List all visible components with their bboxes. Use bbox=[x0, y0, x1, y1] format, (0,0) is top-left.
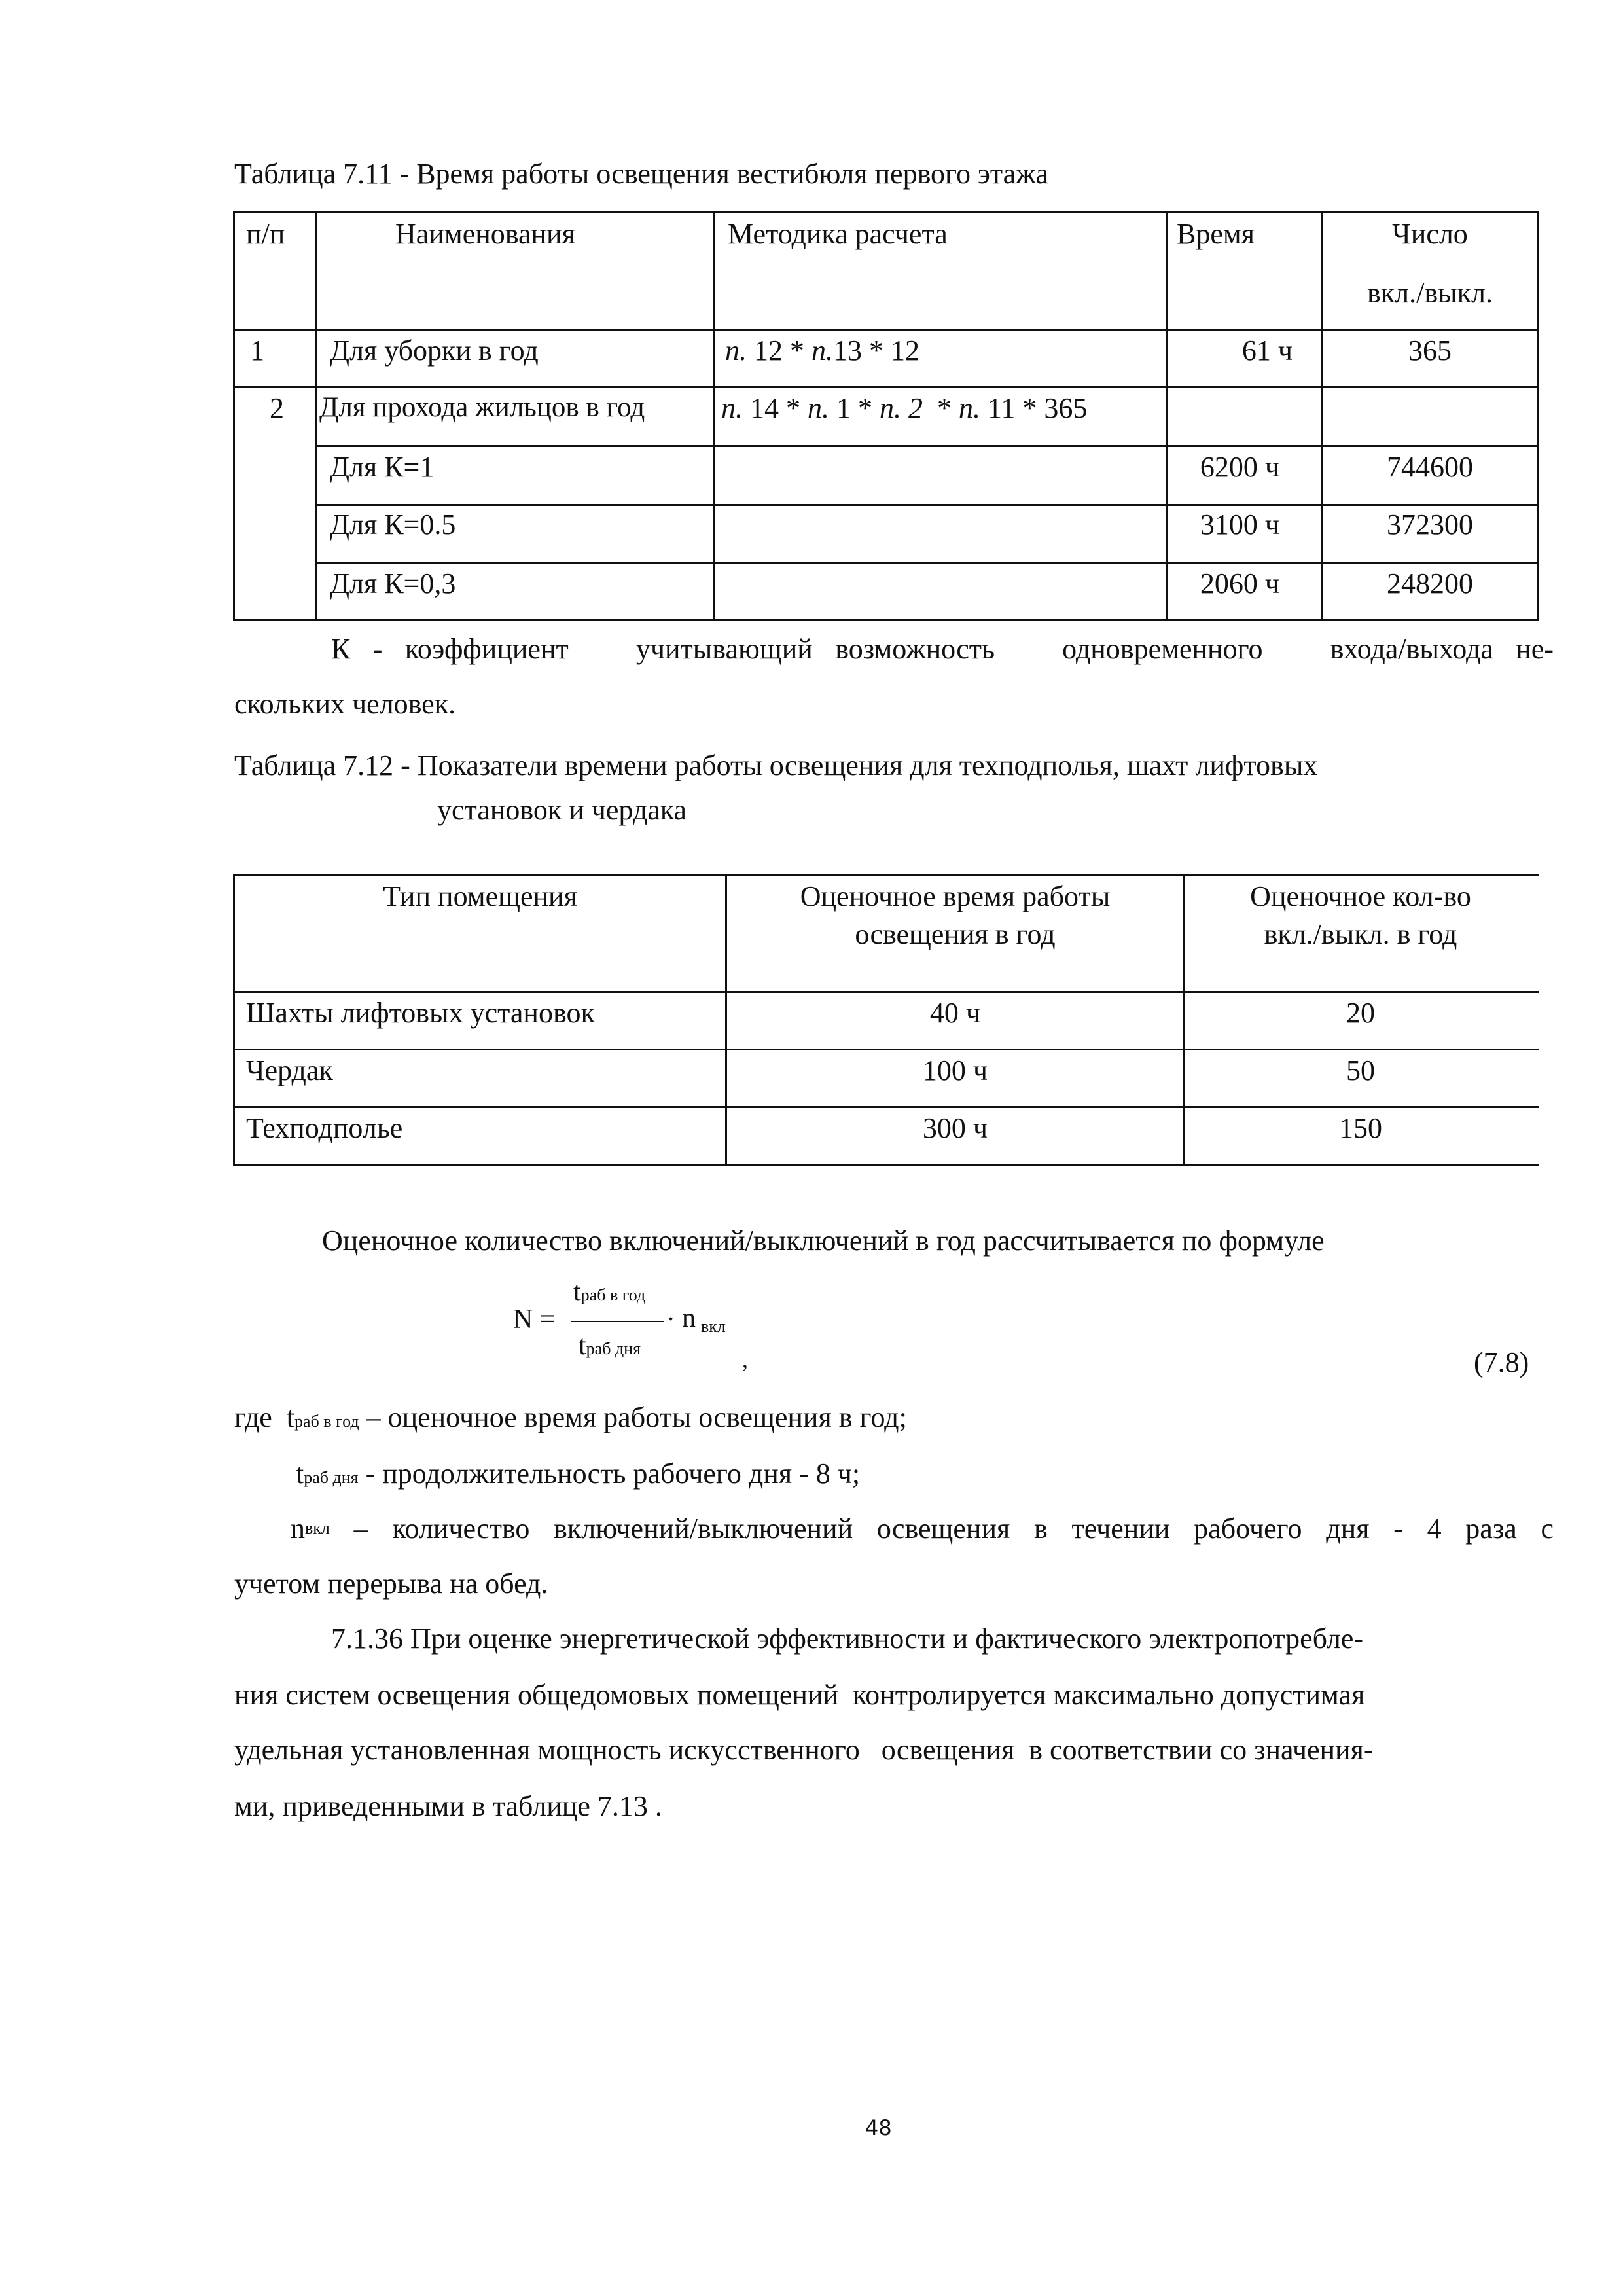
table1-header-count-unit: вкл./выкл. bbox=[1366, 277, 1493, 309]
formula-numerator: tраб в год bbox=[573, 1277, 646, 1307]
k-note-line2: скольких человек. bbox=[234, 688, 456, 720]
table1-row1-time: 61 ч bbox=[1241, 334, 1293, 367]
paragraph-line4: ми, приведенными в таблице 7.13 . bbox=[234, 1790, 662, 1822]
table1-row1-name: Для уборки в год bbox=[330, 334, 539, 367]
formula-fraction-bar bbox=[571, 1321, 664, 1322]
table1-row2-method: п. 14 * п. 1 * п. 2 * п. 11 * 365 bbox=[721, 392, 1088, 424]
table1-header-time: Время bbox=[1177, 218, 1255, 250]
table1-row3-count: 744600 bbox=[1387, 451, 1473, 483]
where-line3: n вкл – количество включений/выключений освещения в течении рабочего дня - 4 раза с bbox=[291, 1513, 1554, 1545]
table1-row3-time: 6200 ч bbox=[1200, 451, 1279, 483]
formula-n: nвкл bbox=[682, 1303, 726, 1336]
k-note-line1: К - коэффициент учитывающий возможность одновременного входа/выхода не- bbox=[331, 633, 1554, 665]
table1-row4-count: 372300 bbox=[1387, 509, 1473, 541]
table2-row3-count: 150 bbox=[1339, 1112, 1382, 1144]
table1-row4-time: 3100 ч bbox=[1200, 509, 1279, 541]
table1-header-method: Методика расчета bbox=[728, 218, 948, 250]
table2-header-time: Оценочное время работы bbox=[800, 880, 1111, 912]
table1-row1-method: п. 12 * п.13 * 12 bbox=[725, 334, 919, 367]
table1-header-num: п/п bbox=[246, 218, 285, 250]
table2-row1-time: 40 ч bbox=[929, 997, 981, 1029]
formula-comma: , bbox=[742, 1346, 748, 1372]
table1-header-name: Наименования bbox=[395, 218, 575, 250]
table1-row5-count: 248200 bbox=[1387, 567, 1473, 600]
table1-row5-name: Для К=0,3 bbox=[330, 567, 456, 600]
table1-row1-num: 1 bbox=[250, 334, 264, 367]
page-number: 48 bbox=[865, 2115, 892, 2140]
formula-denominator: tраб дня bbox=[579, 1331, 641, 1361]
table2-caption: Таблица 7.12 - Показатели времени работы освещения для техподполья, шахт лифтовых bbox=[234, 749, 1318, 781]
paragraph-line3: удельная установленная мощность искусственного освещения в соответствии со значения- bbox=[234, 1734, 1374, 1766]
table1-row4-name: Для К=0.5 bbox=[330, 509, 456, 541]
table2-row2-type: Чердак bbox=[246, 1054, 333, 1086]
formula-dot: · bbox=[666, 1304, 675, 1335]
table1-row2-name: Для прохода жильцов в год bbox=[319, 392, 645, 423]
table1-row3-name: Для К=1 bbox=[330, 451, 435, 483]
table2-header-type: Тип помещения bbox=[383, 880, 577, 912]
table2-caption-continued: установок и чердака bbox=[437, 794, 687, 826]
table2-row3-time: 300 ч bbox=[922, 1112, 988, 1144]
table2-row2-time: 100 ч bbox=[922, 1054, 988, 1086]
where-line1: где tраб в год – оценочное время работы освещения в год; bbox=[234, 1401, 907, 1433]
where-line4: учетом перерыва на обед. bbox=[234, 1568, 548, 1600]
paragraph-line2: ния систем освещения общедомовых помещений контролируется максимально допустимая bbox=[234, 1679, 1365, 1711]
table2-header-time-unit: освещения в год bbox=[855, 918, 1056, 950]
formula-number: (7.8) bbox=[1474, 1346, 1529, 1378]
table1-caption: Таблица 7.11 - Время работы освещения вестибюля первого этажа bbox=[234, 158, 1049, 190]
table1-row5-time: 2060 ч bbox=[1200, 567, 1279, 600]
table2-row1-type: Шахты лифтовых установок bbox=[246, 997, 595, 1029]
table2-row3-type: Техподполье bbox=[246, 1112, 403, 1144]
table2-header-count-unit: вкл./выкл. в год bbox=[1264, 918, 1457, 950]
table2-header-count: Оценочное кол-во bbox=[1250, 880, 1471, 912]
where-line2: tраб дня - продолжительность рабочего дня - 8 ч; bbox=[296, 1458, 861, 1490]
table1-header-count: Число bbox=[1392, 218, 1468, 250]
table2-row1-count: 20 bbox=[1346, 997, 1375, 1029]
table1-row2-num: 2 bbox=[270, 392, 284, 424]
formula-lhs: N = bbox=[513, 1304, 556, 1335]
table1-row1-count: 365 bbox=[1408, 334, 1452, 367]
paragraph-line1: 7.1.36 При оценке энергетической эффективности и фактического электропотребле- bbox=[331, 1623, 1364, 1655]
table2-row2-count: 50 bbox=[1346, 1054, 1375, 1086]
formula-intro: Оценочное количество включений/выключений в год рассчитывается по формуле bbox=[322, 1225, 1325, 1257]
